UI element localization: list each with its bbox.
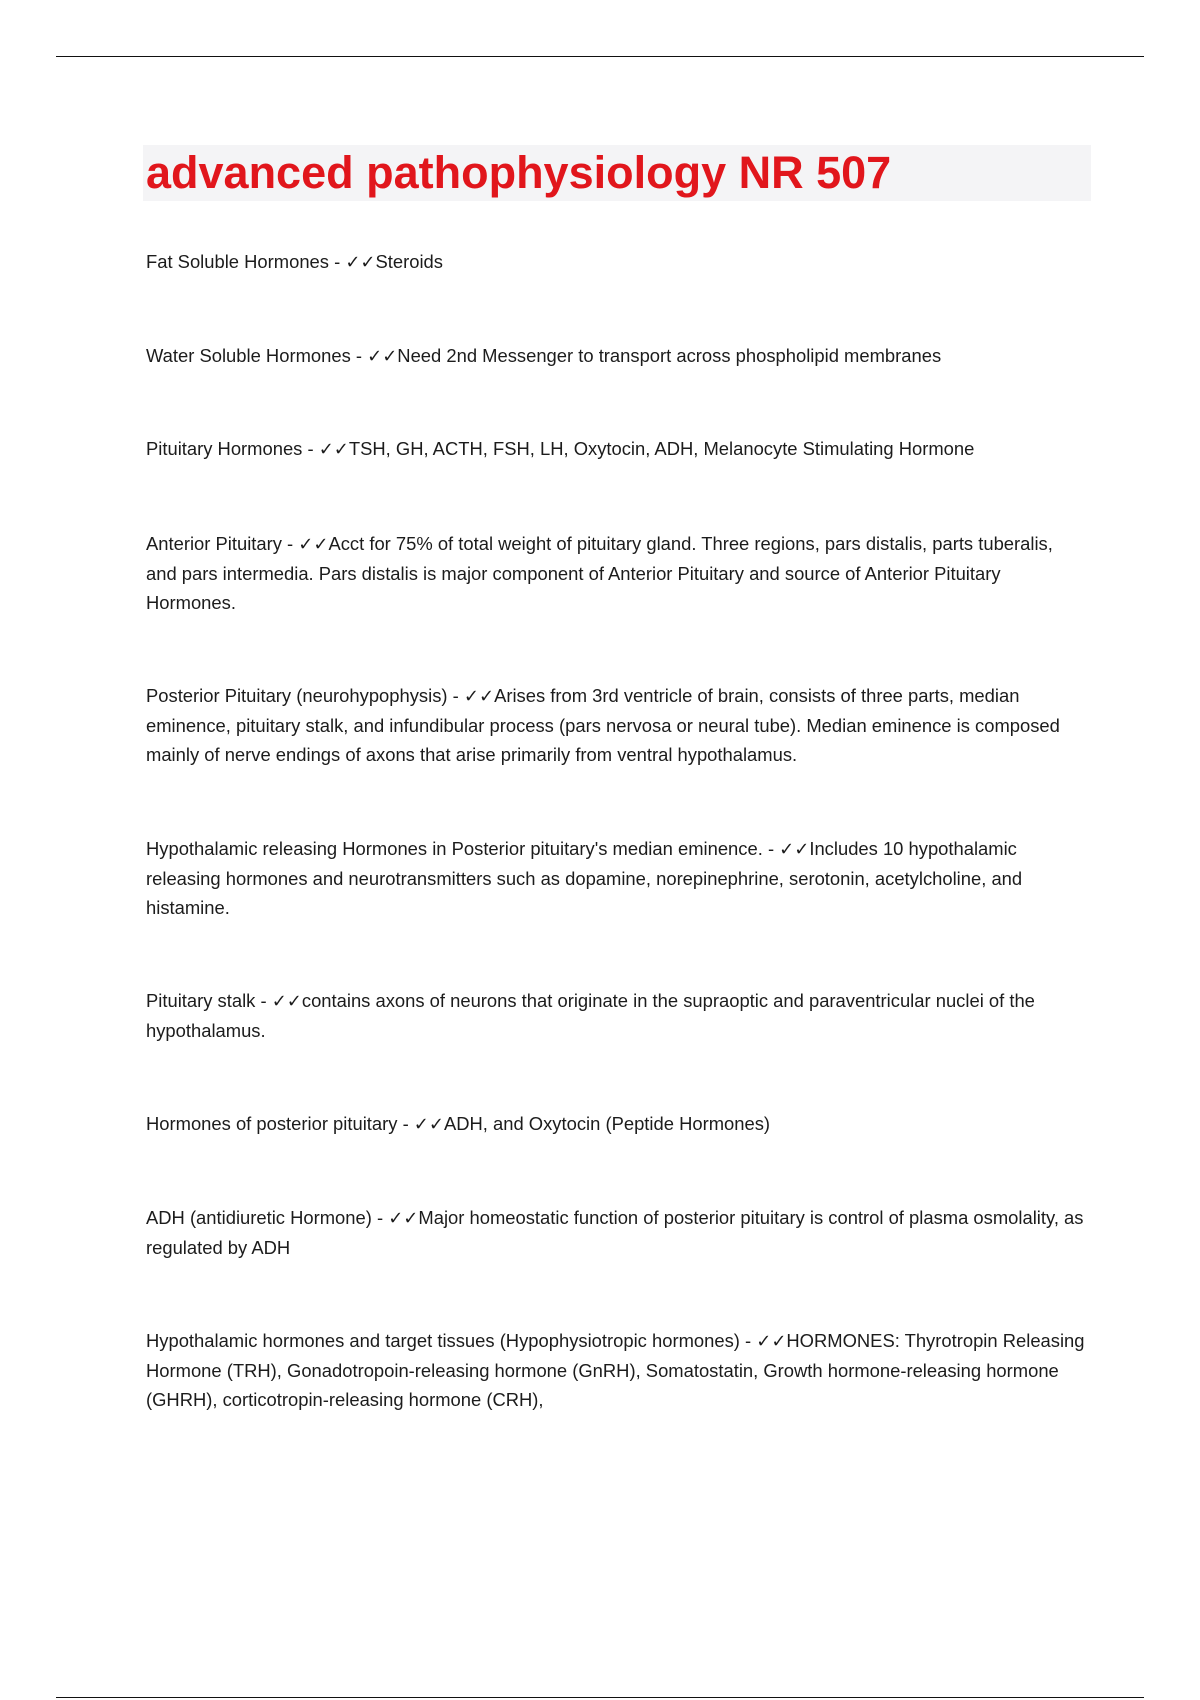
entry-water-soluble-hormones: Water Soluble Hormones - ✓✓Need 2nd Messenger to transport across phospholipid membranes (146, 345, 942, 367)
entry-anterior-pituitary: Anterior Pituitary - ✓✓Acct for 75% of total weight of pituitary gland. Three regions, pars distalis, parts tuberalis, and pars intermedia. Pars distalis is major component of Anterior Pituitary and source of Anterior Pituitary Hormones. (146, 533, 1053, 613)
entry-term: ADH (antidiuretic Hormone) (146, 1207, 372, 1228)
check-mark-icon: ✓✓ (463, 686, 495, 707)
entry-definition: Acct for 75% of total weight of pituitary gland. Three regions, pars distalis, parts tuberalis, and pars intermedia. Pars distalis is major component of Anterior Pituitary and source of Anterior Pituitary Hormones. (146, 533, 1053, 613)
entry-definition: ADH, and Oxytocin (Peptide Hormones) (443, 1113, 771, 1134)
entry-term: Pituitary stalk (146, 990, 256, 1011)
check-mark-icon: ✓✓ (298, 534, 329, 555)
entry-definition: TSH, GH, ACTH, FSH, LH, Oxytocin, ADH, Melanocyte Stimulating Hormone (348, 438, 975, 459)
entry-definition: Need 2nd Messenger to transport across phospholipid membranes (397, 345, 942, 366)
entry-definition: Major homeostatic function of posterior pituitary is control of plasma osmolality, as regulated by ADH (146, 1207, 1084, 1258)
entry-term: Hormones of posterior pituitary (146, 1113, 398, 1134)
entry-term: Posterior Pituitary (neurohypophysis) (146, 685, 448, 706)
entry-definition: Arises from 3rd ventricle of brain, consists of three parts, median eminence, pituitary stalk, and infundibular process (pars nervosa or neural tube). Median eminence is composed mainly of nerve endings of axons that arise primarily from ventral hypothalamus. (146, 685, 1060, 765)
check-mark-icon: ✓✓ (413, 1114, 444, 1135)
page-bottom-rule (56, 1697, 1144, 1698)
entry-definition: Includes 10 hypothalamic releasing hormones and neurotransmitters such as dopamine, norepinephrine, serotonin, acetylcholine, and histamine. (146, 838, 1023, 918)
entry-hypophysiotropic-hormones: Hypothalamic hormones and target tissues (Hypophysiotropic hormones) - ✓✓HORMONES: Thyrotropin Releasing Hormone (TRH), Gonadotropoin-releasing hormone (GnRH), Somatostatin, Growth hormone-releasing hormone (GHRH), corticotropin-releasing hormone (CRH), (146, 1330, 1085, 1410)
entry-posterior-pituitary: Posterior Pituitary (neurohypophysis) - ✓✓Arises from 3rd ventricle of brain, consists of three parts, median eminence, pituitary stalk, and infundibular process (pars nervosa or neural tube). Median eminence is composed mainly of nerve endings of axons that arise primarily from ventral hypothalamus. (146, 685, 1060, 765)
entry-term: Hypothalamic releasing Hormones in Posterior pituitary's median eminence. (146, 838, 763, 859)
page-top-rule (56, 56, 1144, 57)
entry-hypothalamic-releasing-hormones: Hypothalamic releasing Hormones in Posterior pituitary's median eminence. - ✓✓Includes 10 hypothalamic releasing hormones and neurotransmitters such as dopamine, norepinephrine, serotonin, acetylcholine, and histamine. (146, 838, 1023, 918)
entry-pituitary-stalk: Pituitary stalk - ✓✓contains axons of neurons that originate in the supraoptic and paraventricular nuclei of the hypothalamus. (146, 990, 1035, 1041)
check-mark-icon: ✓✓ (779, 839, 810, 860)
document-title: advanced pathophysiology NR 507 (146, 147, 892, 198)
entry-term: Fat Soluble Hormones (146, 251, 329, 272)
entry-term: Hypothalamic hormones and target tissues (Hypophysiotropic hormones) (146, 1330, 740, 1351)
check-mark-icon: ✓✓ (345, 252, 376, 273)
entry-pituitary-hormones: Pituitary Hormones - ✓✓TSH, GH, ACTH, FSH, LH, Oxytocin, ADH, Melanocyte Stimulating Hormone (146, 438, 975, 460)
entry-term: Pituitary Hormones (146, 438, 303, 459)
entry-definition: HORMONES: Thyrotropin Releasing Hormone (TRH), Gonadotropoin-releasing hormone (GnRH), Somatostatin, Growth hormone-releasing hormone (GHRH), corticotropin-releasing hormone (CRH), (146, 1330, 1085, 1410)
check-mark-icon: ✓✓ (318, 439, 349, 460)
entry-term: Anterior Pituitary (146, 533, 282, 554)
entry-definition: contains axons of neurons that originate in the supraoptic and paraventricular nuclei of the hypothalamus. (146, 990, 1035, 1041)
check-mark-icon: ✓✓ (756, 1331, 787, 1352)
check-mark-icon: ✓✓ (388, 1208, 419, 1229)
check-mark-icon: ✓✓ (367, 346, 398, 367)
entry-hormones-posterior-pituitary: Hormones of posterior pituitary - ✓✓ADH, and Oxytocin (Peptide Hormones) (146, 1113, 771, 1135)
entry-fat-soluble-hormones: Fat Soluble Hormones - ✓✓Steroids (146, 251, 443, 273)
entry-term: Water Soluble Hormones (146, 345, 351, 366)
entry-definition: Steroids (375, 251, 443, 272)
entry-adh: ADH (antidiuretic Hormone) - ✓✓Major homeostatic function of posterior pituitary is control of plasma osmolality, as regulated by ADH (146, 1207, 1084, 1258)
check-mark-icon: ✓✓ (271, 991, 302, 1012)
